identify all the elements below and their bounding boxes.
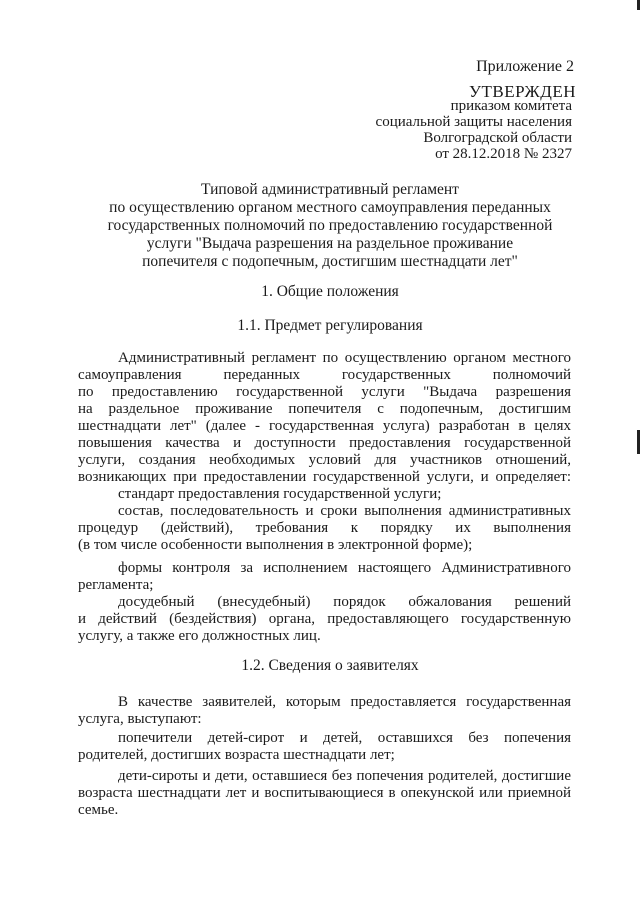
document-title-line: государственных полномочий по предоставлению государственной [107,217,553,234]
paragraph-line: состав, последовательность и сроки выполнения административных [118,503,571,519]
paragraph-line: на раздельное проживание попечителя с подопечным, достигшим [78,401,571,417]
paragraph-line: досудебный (внесудебный) порядок обжалования решений [118,594,571,610]
paragraph-line: по предоставлению государственной услуги "Выдача разрешения [78,384,571,400]
paragraph-line: стандарт предоставления государственной услуги; [118,486,442,502]
approval-line: Волгоградской области [423,130,572,146]
paragraph-line: шестнадцати лет" (далее - государственная услуга) разработан в целях [78,418,571,434]
document-title-line: Типовой административный регламент [201,181,459,198]
paragraph-line: регламента; [78,577,154,593]
subsection-heading: 1.1. Предмет регулирования [237,317,423,334]
approval-line: приказом комитета [450,98,572,114]
paragraph-line: родителей, достигших возраста шестнадцати лет; [78,747,395,763]
paragraph-line: процедур (действий), требования к порядку их выполнения [78,520,571,536]
document-title-line: попечителя с подопечным, достигшим шестнадцати лет" [142,253,518,270]
paragraph-line: попечители детей-сирот и детей, оставшихся без попечения [118,730,571,746]
paragraph-line: Административный регламент по осуществлению органом местного [118,350,571,366]
appendix-label: Приложение 2 [476,58,574,75]
paragraph-line: услуга, выступают: [78,711,202,727]
paragraph-line: (в том числе особенности выполнения в электронной форме); [78,537,473,553]
paragraph-line: услуги, создания необходимых условий для участников отношений, [78,452,571,468]
paragraph-line: услугу, а также его должностных лиц. [78,628,321,644]
paragraph-line: возраста шестнадцати лет и воспитывающиеся в опекунской или приемной [78,785,571,801]
paragraph-line: семье. [78,802,119,818]
paragraph-line: В качестве заявителей, которым предоставляется государственная [118,694,571,710]
approval-date-line: от 28.12.2018 № 2327 [435,146,572,162]
subsection-heading: 1.2. Сведения о заявителях [241,657,419,674]
paragraph-line: дети-сироты и дети, оставшиеся без попечения родителей, достигшие [118,768,571,784]
paragraph-line: повышения качества и доступности предоставления государственной [78,435,571,451]
paragraph-line: и действий (бездействия) органа, предоставляющего государственную [78,611,571,627]
approval-line: социальной защиты населения [375,114,572,130]
paragraph-line: возникающих при предоставлении государственной услуги, и определяет: [78,469,571,485]
paragraph-line: формы контроля за исполнением настоящего Административного [118,560,571,576]
paragraph-line: самоуправления переданных государственных полномочий [78,367,571,383]
approval-heading: УТВЕРЖДЕН [469,82,576,101]
document-title-line: по осуществлению органом местного самоуправления переданных [109,199,551,216]
document-title-line: услуги "Выдача разрешения на раздельное проживание [146,235,514,252]
section-heading: 1. Общие положения [261,283,399,300]
